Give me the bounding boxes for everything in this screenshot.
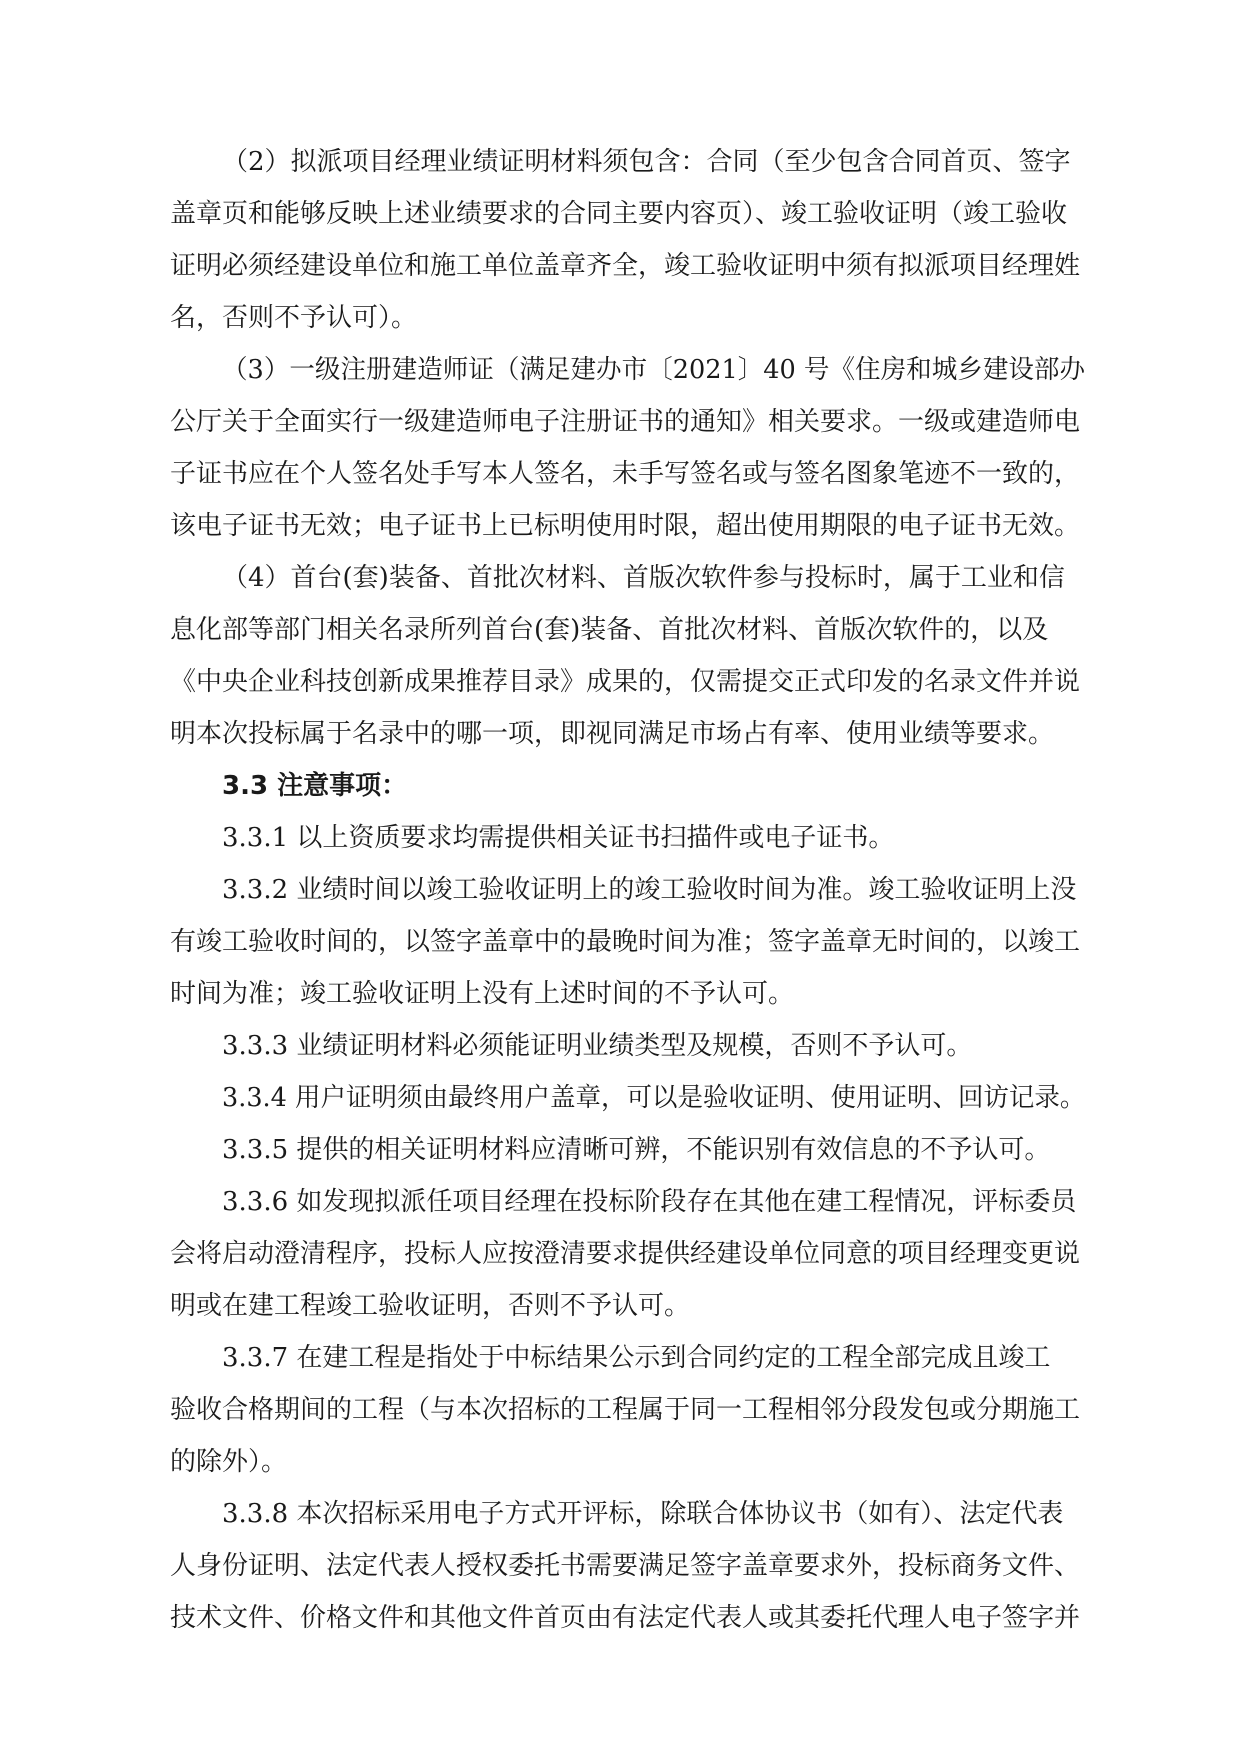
para-4-line-1: （4）首台(套)装备、首批次材料、首版次软件参与投标时，属于工业和信 bbox=[222, 563, 1065, 593]
para-2-line-1: （2）拟派项目经理业绩证明材料须包含：合同（至少包含合同首页、签字 bbox=[222, 147, 1071, 177]
para-3-line-4: 该电子证书无效；电子证书上已标明使用时限，超出使用期限的电子证书无效。 bbox=[170, 511, 1081, 541]
item-3-3-7-line-2: 验收合格期间的工程（与本次招标的工程属于同一工程相邻分段发包或分期施工 bbox=[170, 1395, 1081, 1425]
item-3-3-8-line-2: 人身份证明、法定代表人授权委托书需要满足签字盖章要求外，投标商务文件、 bbox=[170, 1551, 1081, 1581]
para-2-line-4: 名，否则不予认可）。 bbox=[170, 303, 418, 333]
item-3-3-1-line-1: 3.3.1 以上资质要求均需提供相关证书扫描件或电子证书。 bbox=[222, 823, 895, 853]
item-3-3-3-line-1: 3.3.3 业绩证明材料必须能证明业绩类型及规模，否则不予认可。 bbox=[222, 1031, 973, 1061]
item-3-3-2-line-1: 3.3.2 业绩时间以竣工验收证明上的竣工验收时间为准。竣工验收证明上没 bbox=[222, 875, 1077, 905]
item-3-3-6-line-2: 会将启动澄清程序，投标人应按澄清要求提供经建设单位同意的项目经理变更说 bbox=[170, 1239, 1081, 1269]
item-3-3-7-line-3: 的除外）。 bbox=[170, 1447, 288, 1477]
item-3-3-5-line-1: 3.3.5 提供的相关证明材料应清晰可辨，不能识别有效信息的不予认可。 bbox=[222, 1135, 1051, 1165]
para-2-line-2: 盖章页和能够反映上述业绩要求的合同主要内容页）、竣工验收证明（竣工验收 bbox=[170, 199, 1068, 229]
item-3-3-8-line-3: 技术文件、价格文件和其他文件首页由有法定代表人或其委托代理人电子签字并 bbox=[170, 1603, 1081, 1633]
para-3-line-2: 公厅关于全面实行一级建造师电子注册证书的通知》相关要求。一级或建造师电 bbox=[170, 407, 1081, 437]
para-4-line-4: 明本次投标属于名录中的哪一项，即视同满足市场占有率、使用业绩等要求。 bbox=[170, 719, 1055, 749]
item-3-3-4-line-1: 3.3.4 用户证明须由最终用户盖章，可以是验收证明、使用证明、回访记录。 bbox=[222, 1083, 1086, 1113]
para-4-line-3: 《中央企业科技创新成果推荐目录》成果的，仅需提交正式印发的名录文件并说 bbox=[170, 667, 1081, 697]
item-3-3-6-line-1: 3.3.6 如发现拟派任项目经理在投标阶段存在其他在建工程情况，评标委员 bbox=[222, 1187, 1077, 1217]
item-3-3-2-line-3: 时间为准；竣工验收证明上没有上述时间的不予认可。 bbox=[170, 979, 795, 1009]
section-heading-3-3: 3.3 注意事项： bbox=[222, 771, 408, 801]
item-3-3-7-line-1: 3.3.7 在建工程是指处于中标结果公示到合同约定的工程全部完成且竣工 bbox=[222, 1343, 1051, 1373]
item-3-3-6-line-3: 明或在建工程竣工验收证明，否则不予认可。 bbox=[170, 1291, 691, 1321]
item-3-3-8-line-1: 3.3.8 本次招标采用电子方式开评标，除联合体协议书（如有）、法定代表 bbox=[222, 1499, 1064, 1529]
item-3-3-2-line-2: 有竣工验收时间的，以签字盖章中的最晚时间为准；签字盖章无时间的，以竣工 bbox=[170, 927, 1081, 957]
para-3-line-1: （3）一级注册建造师证（满足建办市〔2021〕40 号《住房和城乡建设部办 bbox=[222, 355, 1086, 385]
para-2-line-3: 证明必须经建设单位和施工单位盖章齐全，竣工验收证明中须有拟派项目经理姓 bbox=[170, 251, 1081, 281]
para-4-line-2: 息化部等部门相关名录所列首台(套)装备、首批次材料、首版次软件的，以及 bbox=[170, 615, 1049, 645]
para-3-line-3: 子证书应在个人签名处手写本人签名，未手写签名或与签名图象笔迹不一致的， bbox=[170, 459, 1081, 489]
